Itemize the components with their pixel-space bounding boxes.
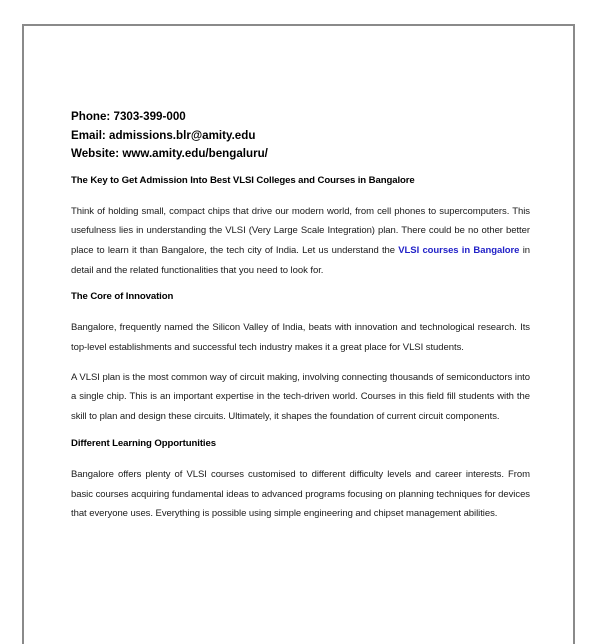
contact-website: Website: www.amity.edu/bengaluru/ xyxy=(71,147,268,160)
section-paragraph: Bangalore, frequently named the Silicon Valley of India, beats with innovation and technological research. Its top-level establishments and successful tech industry makes it a great place for VLSI students. xyxy=(71,322,530,354)
section-paragraph: A VLSI plan is the most common way of circuit making, involving connecting thousands of semiconductors into a single chip. This is an important expertise in the tech-driven world. Courses in this field fill students with the skill to plan and design these circuits. Ultimately, it shapes the foundation of current circuit components. xyxy=(71,371,530,423)
contact-phone: Phone: 7303-399-000 xyxy=(71,110,186,123)
article-title: The Key to Get Admission Into Best VLSI Colleges and Courses in Bangalore xyxy=(71,174,415,186)
contact-email: Email: admissions.blr@amity.edu xyxy=(71,128,256,142)
section-paragraph: Bangalore offers plenty of VLSI courses customised to different difficulty levels and career interests. From basic courses acquiring fundamental ideas to advanced programs focusing on planning techniques for devices that everyone uses. Everything is possible using simple engineering and chipset management abilities. xyxy=(71,468,530,520)
document-content xyxy=(71,108,530,534)
intro-text-before-link: Think of holding small, compact chips that drive our modern world, from cell phones to supercomputers. This usefulness lies in understanding the VLSI (Very Large Scale Integration) plan. There could be no other better place to learn it than Bangalore, the tech city of India. Let us understand the xyxy=(71,205,530,256)
section-heading-different-learning-opportunities: Different Learning Opportunities xyxy=(71,437,216,449)
section-heading-core-of-innovation: The Core of Innovation xyxy=(71,291,174,303)
vlsi-courses-link[interactable]: VLSI courses in Bangalore xyxy=(398,244,520,256)
intro-text-after-link: in detail and the related functionalities that you need to look for. xyxy=(71,244,530,276)
intro-paragraph xyxy=(71,202,530,281)
contact-block xyxy=(71,108,530,164)
